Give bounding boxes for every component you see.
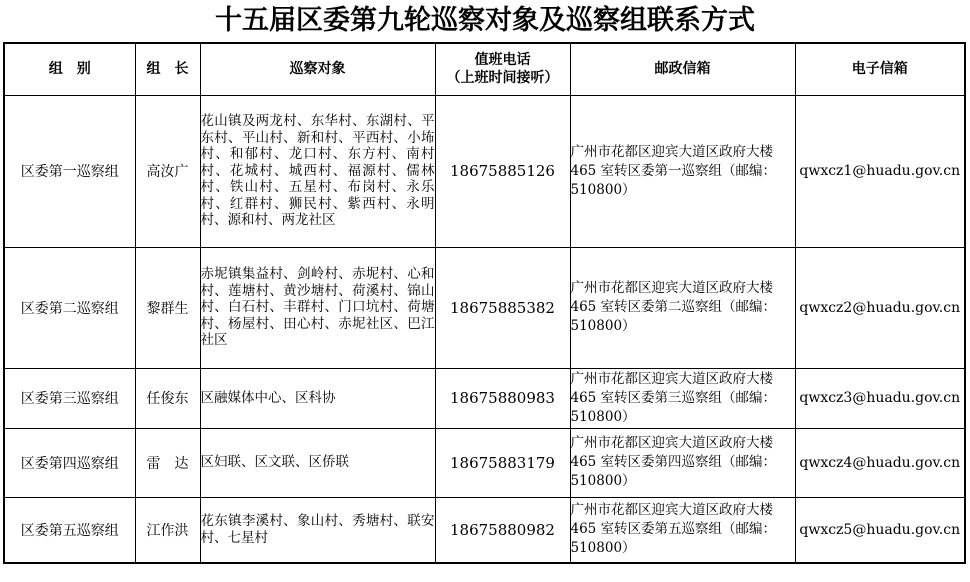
phone-cell: 18675880982 [435,497,570,563]
targets-cell: 赤坭镇集益村、剑岭村、赤坭村、心和村、莲塘村、黄沙塘村、荷溪村、锦山村、白石村、丰群村、门口坑村、荷塘村、杨屋村、田心村、赤坭社区、巴江社区 [200,247,435,368]
table-row [4,368,965,428]
email-cell: qwxcz5@huadu.gov.cn [795,497,965,563]
group-cell: 区委第三巡察组 [4,368,135,428]
group-cell: 区委第一巡察组 [4,95,135,247]
header-email: 电子信箱 [795,43,965,95]
table-row [4,428,965,497]
targets-cell: 区融媒体中心、区科协 [200,368,435,428]
table-row [4,497,965,563]
leader-cell: 高汝广 [135,95,200,247]
phone-cell: 18675885382 [435,247,570,368]
header-targets: 巡察对象 [200,43,435,95]
document-title: 十五届区委第九轮巡察对象及巡察组联系方式 [215,5,755,36]
header-leader: 组 长 [135,43,200,95]
header-postal: 邮政信箱 [570,43,795,95]
table-row [4,95,965,247]
phone-cell: 18675883179 [435,428,570,497]
email-cell: qwxcz1@huadu.gov.cn [795,95,965,247]
postal-cell: 广州市花都区迎宾大道区政府大楼 465 室转区委第一巡察组（邮编：510800） [570,95,795,247]
email-cell: qwxcz4@huadu.gov.cn [795,428,965,497]
leader-cell: 黎群生 [135,247,200,368]
postal-cell: 广州市花都区迎宾大道区政府大楼 465 室转区委第二巡察组（邮编：510800） [570,247,795,368]
targets-cell: 花东镇李溪村、象山村、秀塘村、联安村、七星村 [200,497,435,563]
header-row [4,43,965,95]
header-group: 组 别 [4,43,135,95]
contact-table [3,42,966,564]
header-phone [435,43,570,95]
targets-cell: 区妇联、区文联、区侨联 [200,428,435,497]
leader-cell: 雷 达 [135,428,200,497]
email-cell: qwxcz3@huadu.gov.cn [795,368,965,428]
leader-cell: 任俊东 [135,368,200,428]
postal-cell: 广州市花都区迎宾大道区政府大楼 465 室转区委第三巡察组（邮编：510800） [570,368,795,428]
header-phone-line1: 值班电话 [474,52,531,69]
group-cell: 区委第四巡察组 [4,428,135,497]
group-cell: 区委第五巡察组 [4,497,135,563]
postal-cell: 广州市花都区迎宾大道区政府大楼 465 室转区委第五巡察组（邮编：510800） [570,497,795,563]
group-cell: 区委第二巡察组 [4,247,135,368]
phone-cell: 18675880983 [435,368,570,428]
targets-cell: 花山镇及两龙村、东华村、东湖村、平东村、平山村、新和村、平西村、小㘵村、和郁村、龙口村、东方村、南村村、花城村、城西村、福源村、儒林村、铁山村、五星村、布岗村、永乐村、红群村、狮民村、紫西村、永明村、源和村、两龙社区 [200,95,435,247]
postal-cell: 广州市花都区迎宾大道区政府大楼 465 室转区委第四巡察组（邮编：510800） [570,428,795,497]
leader-cell: 江作洪 [135,497,200,563]
phone-cell: 18675885126 [435,95,570,247]
email-cell: qwxcz2@huadu.gov.cn [795,247,965,368]
table-row [4,247,965,368]
header-phone-line2: （上班时间接听） [446,70,559,87]
